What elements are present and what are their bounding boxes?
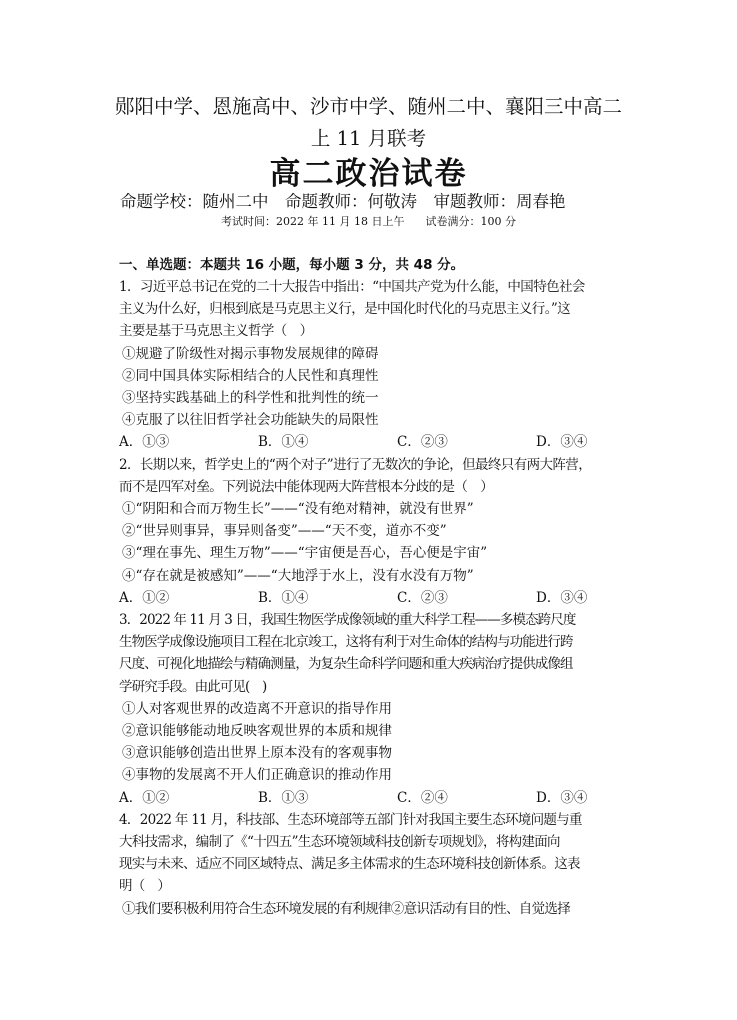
statement-option: ③意识能够创造出世界上原本没有的客观事物 xyxy=(122,745,392,762)
question-stem-line: 而不是四军对垒。下列说法中能体现两大阵营根本分歧的是（ ） xyxy=(119,478,494,495)
question-stem-line: 尺度、可视化地描绘与精确测量，为复杂生命科学问题和重大疾病治疗提供成像组 xyxy=(119,656,573,673)
choice-c: C．②④ xyxy=(397,789,448,806)
statement-option: ②同中国具体实际相结合的人民性和真理性 xyxy=(122,367,379,384)
choice-c: C．②③ xyxy=(397,434,448,451)
choice-a: A．①② xyxy=(119,589,170,606)
choice-d: D．③④ xyxy=(536,589,588,606)
exam-header-schools: 郧阳中学、恩施高中、沙市中学、随州二中、襄阳三中高二 xyxy=(114,95,622,118)
choice-a: A．①② xyxy=(119,789,170,806)
statement-option: ①规避了阶级性对揭示事物发展规律的障碍 xyxy=(122,345,379,362)
statement-option: ④事物的发展离不开人们正确意识的推动作用 xyxy=(122,767,392,784)
answer-choices xyxy=(119,787,627,809)
question-stem-line: 明（ ） xyxy=(119,878,171,895)
exam-setters: 命题学校：随州二中 命题教师：何敬涛 审题教师：周春艳 xyxy=(120,192,566,211)
question-stem-line: 3．2022 年 11 月 3 日，我国生物医学成像领域的重大科学工程——多模态跨尺度 xyxy=(119,612,576,629)
statement-option: ③坚持实践基础上的科学性和批判性的统一 xyxy=(122,390,379,407)
question-2 xyxy=(119,454,627,609)
exam-info: 考试时间：2022 年 11 月 18 日上午 试卷满分：100 分 xyxy=(221,215,516,228)
question-stem-line: 生物医学成像设施项目工程在北京竣工，这将有利于对生命体的结构与功能进行跨 xyxy=(119,634,573,651)
question-stem-line: 2．长期以来，哲学史上的“两个对子”进行了无数次的争论，但最终只有两大阵营， xyxy=(119,456,592,473)
statement-option: ④“存在就是被感知”——“大地浮于水上，没有水没有万物” xyxy=(122,567,474,584)
exam-title: 高二政治试卷 xyxy=(269,156,468,192)
answer-choices xyxy=(119,431,627,453)
question-body xyxy=(119,254,627,920)
choice-d: D．③④ xyxy=(536,789,588,806)
choice-a: A．①③ xyxy=(119,434,170,451)
statement-option: ②“世异则事异，事异则备变”——“天不变，道亦不变” xyxy=(122,523,447,540)
statement-option: ①人对客观世界的改造离不开意识的指导作用 xyxy=(122,700,392,717)
section-heading: 一、单选题：本题共 16 小题，每小题 3 分，共 48 分。 xyxy=(119,257,465,273)
question-4 xyxy=(119,809,627,920)
choice-b: B．①③ xyxy=(258,789,309,806)
question-1 xyxy=(119,276,627,454)
choice-c: C．②③ xyxy=(397,589,448,606)
statement-option: ②意识能够能动地反映客观世界的本质和规律 xyxy=(122,723,392,740)
question-3 xyxy=(119,609,627,809)
answer-choices xyxy=(119,587,627,609)
statement-option: ④克服了以往旧哲学社会功能缺失的局限性 xyxy=(122,412,379,429)
question-stem-line: 学研究手段。由此可见( ) xyxy=(119,678,267,695)
statement-option: ③“理在事先、理生万物”——“宇宙便是吾心，吾心便是宇宙” xyxy=(122,545,488,562)
question-stem-line: 主要是基于马克思主义哲学（ ） xyxy=(119,323,313,340)
question-stem-line: 现实与未来、适应不同区域特点、满足多主体需求的生态环境科技创新体系。这表 xyxy=(119,856,580,873)
statement-option: ①“阴阳和合而万物生长”——“没有绝对精神，就没有世界” xyxy=(122,501,474,518)
question-stem-line: 大科技需求，编制了《“十四五”生态环境领域科技创新专项规划》，将构建面向 xyxy=(119,834,560,851)
choice-b: B．①④ xyxy=(258,589,309,606)
exam-header-joint: 上 11 月联考 xyxy=(310,127,427,150)
statement-option: ①我们要积极利用符合生态环境发展的有利规律②意识活动有目的性、自觉选择 xyxy=(122,900,570,917)
question-stem-line: 4．2022 年 11 月，科技部、生态环境部等五部门针对我国主要生态环境问题与重 xyxy=(119,811,582,828)
question-stem-line: 主义为什么好，归根到底是马克思主义行，是中国化时代化的马克思主义行。”这 xyxy=(119,301,571,318)
choice-b: B．①④ xyxy=(258,434,309,451)
choice-d: D．③④ xyxy=(536,434,588,451)
question-stem-line: 1．习近平总书记在党的二十大报告中指出：“中国共产党为什么能，中国特色社会 xyxy=(119,279,585,295)
